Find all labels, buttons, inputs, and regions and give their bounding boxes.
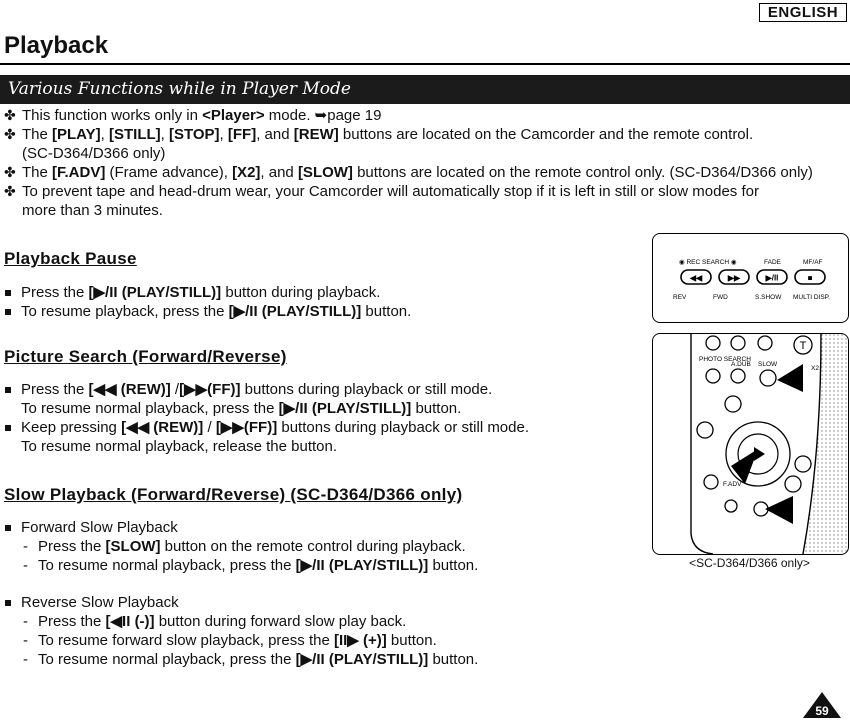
- slow-button[interactable]: [760, 370, 776, 386]
- sub-item: - To resume normal playback, press the [▶/II (PLAY/STILL)] button.: [23, 557, 479, 574]
- intro-item: ✤ The [PLAY], [STILL], [STOP], [FF], and [REW] buttons are located on the Camcorder and the remote control. (SC-D364/D366 only): [4, 126, 754, 162]
- sub-item: - To resume forward slow playback, press the [II▶ (+)] button.: [23, 632, 437, 649]
- page-title: Playback: [4, 32, 109, 59]
- pause-list: [4, 283, 644, 321]
- remote-control-illustration: [652, 333, 849, 555]
- square-bullet-icon: [5, 290, 11, 296]
- page-number-badge: [802, 691, 842, 719]
- remote-side-drawing: [653, 334, 848, 554]
- round-button[interactable]: [725, 500, 737, 512]
- clover-bullet-icon: ✤: [4, 183, 16, 199]
- remote-shading: [803, 334, 848, 554]
- stop-icon: ■: [807, 273, 813, 283]
- tele-label: T: [799, 340, 807, 352]
- remote-label-fade: FADE: [764, 259, 781, 266]
- round-button[interactable]: [697, 422, 713, 438]
- fadv-label: F.ADV: [723, 481, 742, 488]
- round-button[interactable]: [706, 369, 720, 383]
- remote-label-fwd: FWD: [713, 294, 728, 301]
- minus-button[interactable]: [704, 475, 718, 489]
- remote-button-panel: [652, 233, 849, 323]
- square-bullet-icon: [5, 525, 11, 531]
- slow-forward-list: [4, 518, 644, 575]
- section-banner: Various Functions while in Player Mode: [0, 75, 850, 104]
- square-bullet-icon: [5, 387, 11, 393]
- sub-item: - Press the [SLOW] button on the remote control during playback.: [23, 538, 466, 555]
- square-bullet-icon: [5, 425, 11, 431]
- sub-item: - Press the [◀II (-)] button during forward slow play back.: [23, 613, 407, 630]
- play-pause-icon: ▶/II: [765, 273, 779, 283]
- list-item: Press the [◀◀ (REW)] /[▶▶(FF)] buttons during playback or still mode. To resume normal playback, press the [▶/II (PLAY/STILL)] button.: [4, 380, 644, 418]
- intro-list: [4, 106, 850, 220]
- reverse-slow-button[interactable]: [725, 396, 741, 412]
- adub-button[interactable]: [731, 336, 745, 350]
- square-bullet-icon: [5, 600, 11, 606]
- list-item: Forward Slow Playback - Press the [SLOW] button on the remote control during playback. - To resume normal playback, press the [▶/II (PLAY/STILL)] button.: [4, 518, 644, 575]
- intro-item: ✤ The [F.ADV] (Frame advance), [X2], and [SLOW] buttons are located on the remote control only. (SC-D364/D366 only): [4, 164, 813, 181]
- pause-button[interactable]: [795, 456, 811, 472]
- page-number: 59: [815, 704, 829, 718]
- remote-body-edge: [691, 334, 713, 554]
- slow-top-button[interactable]: [758, 336, 772, 350]
- remote-label-rev: REV: [673, 294, 687, 301]
- slow-reverse-list: [4, 593, 644, 669]
- section-title-slow: Slow Playback (Forward/Reverse) (SC-D364/D366 only): [4, 485, 463, 504]
- clover-bullet-icon: ✤: [4, 107, 16, 123]
- remote-panel-illustration: [653, 234, 848, 322]
- list-item: Press the [▶/II (PLAY/STILL)] button during playback.: [4, 283, 644, 302]
- x2-label: X2: [811, 365, 819, 372]
- slow-label: SLOW: [758, 361, 778, 368]
- search-list: [4, 380, 644, 456]
- intro-item: ✤ This function works only in <Player> mode. ➥page 19: [4, 107, 382, 124]
- remote-label-sshow: S.SHOW: [755, 294, 782, 301]
- remote-label-mfaf: MF/AF: [803, 259, 823, 266]
- pointer-arrow-icon: [765, 496, 793, 524]
- list-item: Keep pressing [◀◀ (REW)] / [▶▶(FF)] buttons during playback or still mode. To resume normal playback, release the button.: [4, 418, 644, 456]
- square-bullet-icon: [5, 309, 11, 315]
- remote-label-multi-disp: MULTI DISP.: [793, 294, 830, 301]
- ff-icon: ▶▶: [727, 273, 741, 283]
- clover-bullet-icon: ✤: [4, 164, 16, 180]
- page-ref-arrow-icon: ➥: [314, 107, 328, 124]
- round-button[interactable]: [731, 369, 745, 383]
- photo-search-button[interactable]: [706, 336, 720, 350]
- figure-caption: <SC-D364/D366 only>: [689, 556, 810, 570]
- rew-icon: ◀◀: [689, 273, 703, 283]
- stop-side-button[interactable]: [785, 476, 801, 492]
- language-tab: ENGLISH: [759, 3, 847, 22]
- intro-item: ✤ To prevent tape and head-drum wear, your Camcorder will automatically stop if it is left in still or slow modes for more than 3 minutes.: [4, 183, 759, 219]
- pointer-arrow-icon: [777, 364, 803, 392]
- section-title-pause: Playback Pause: [4, 249, 137, 268]
- remote-label-rec-search: ◉ REC SEARCH ◉: [679, 259, 737, 266]
- list-item: To resume playback, press the [▶/II (PLAY/STILL)] button.: [4, 302, 644, 321]
- clover-bullet-icon: ✤: [4, 126, 16, 142]
- section-title-search: Picture Search (Forward/Reverse): [4, 347, 287, 366]
- adub-label: A.DUB: [731, 361, 751, 368]
- list-item: Reverse Slow Playback - Press the [◀II (-)] button during forward slow play back. - To resume forward slow playback, press the [II▶ (+)] button. - To resume normal playback, press the [▶/II (PLAY/STILL)] button.: [4, 593, 644, 669]
- title-rule: [0, 63, 850, 65]
- photo-search-label: PHOTO SEARCH: [699, 356, 751, 363]
- triangle-badge-icon: [802, 691, 842, 719]
- sub-item: - To resume normal playback, press the [▶/II (PLAY/STILL)] button.: [23, 651, 479, 668]
